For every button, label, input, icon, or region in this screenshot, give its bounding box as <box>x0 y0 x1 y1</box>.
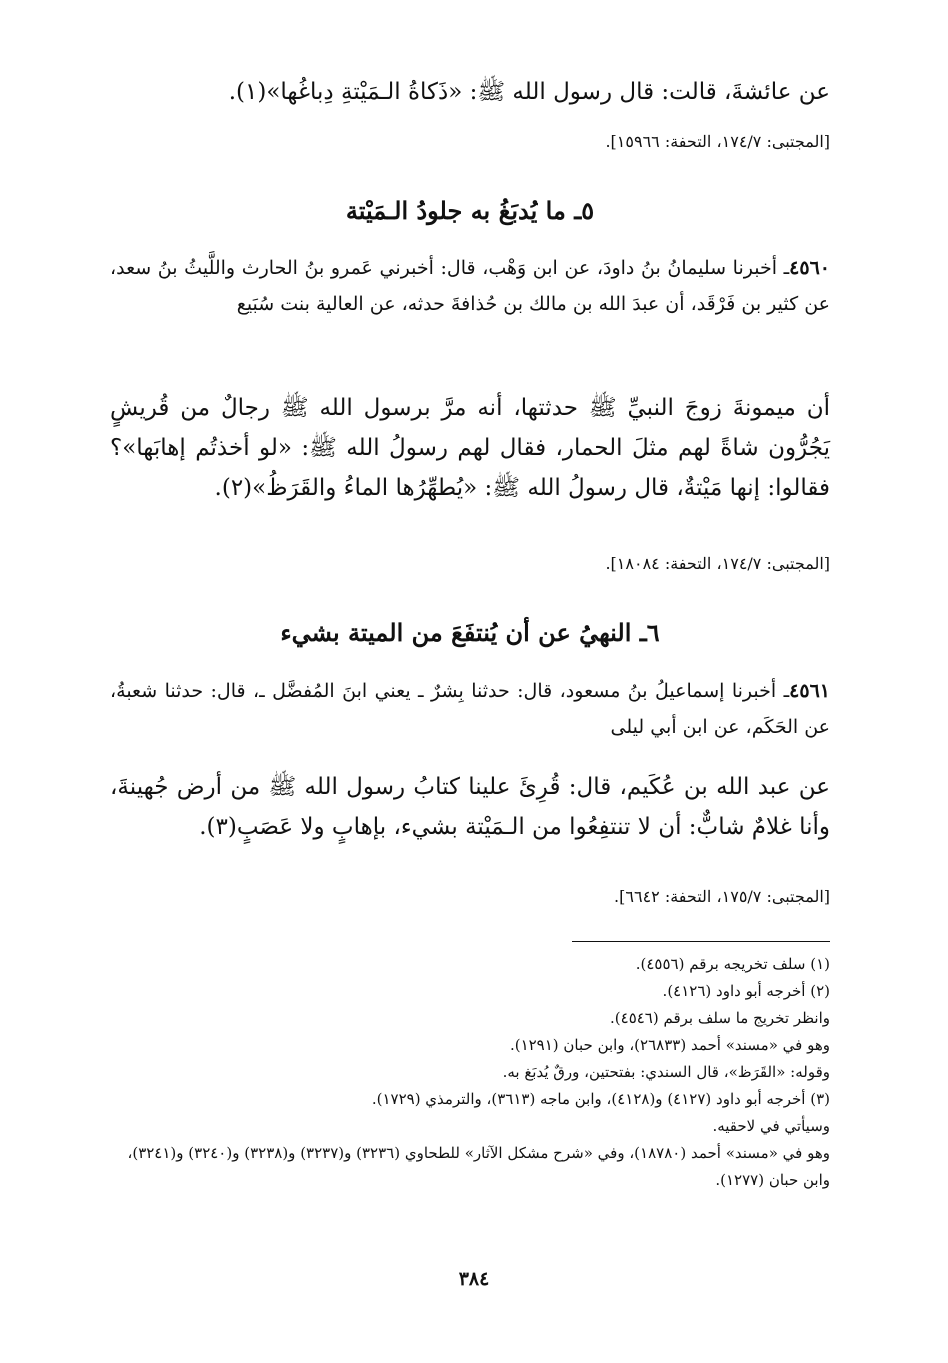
footnote-line: (٣) أخرجه أبو داود (٤١٢٧) و(٤١٢٨)، وابن ماجه (٣٦١٣)، والترمذي (١٧٢٩). <box>371 1090 830 1108</box>
section-5-heading: ٥ـ ما يُدبَغُ به جلودُ الـمَيْتة <box>345 196 595 225</box>
hadith-4561-matn: عن عبد الله بن عُكَيم، قال: قُرِئَ علينا كتابُ رسول الله ﷺ من أرض جُهينةَ، وأنا غلامٌ شابٌّ: أن لا تنتفِعُوا من الـمَيْتة بشيء، بإهابٍ ولا عَصَبٍ(٣). <box>110 774 830 840</box>
footnote-line: وانظر تخريج ما سلف برقم (٤٥٤٦). <box>610 1009 830 1027</box>
footnote-line: (٢) أخرجه أبو داود (٤١٢٦). <box>662 982 830 1000</box>
footnote-line: وسيأتي في لاحقيه. <box>712 1117 830 1135</box>
section-6-heading: ٦ـ النهيُ عن أن يُنتفَعَ من الميتة بشيء <box>280 618 660 647</box>
footnote-line: (١) سلف تخريجه برقم (٤٥٥٦). <box>635 955 830 973</box>
isnad-text: ـ أخبرنا سليمانُ بنُ داودَ، عن ابن وَهْب، قال: أخبرني عَمرو بنُ الحارث واللَّيثُ بنُ سعد، عن كثير بن فَرْقَد، أن عبدَ الله بن مالك بن حُذافةَ حدثه، عن العالية بنت سُبَيع <box>110 257 830 315</box>
reference-line-1: [المجتبى: ١٧٤/٧، التحفة: ١٥٩٦٦]. <box>605 132 830 151</box>
hadith-4561-isnad <box>110 673 830 745</box>
footnote-line: وهو في «مسند» أحمد (١٨٧٨٠)، وفي «شرح مشكل الآثار» للطحاوي (٣٢٣٦) و(٣٢٣٧) و(٣٢٣٨) و(٣٢٤٠) و(٣٢٤١)، وابن حبان (١٢٧٧). <box>127 1144 830 1189</box>
reference-line-2: [المجتبى: ١٧٤/٧، التحفة: ١٨٠٨٤]. <box>605 554 830 573</box>
hadith-4560-matn: أن ميمونةَ زوجَ النبيِّ ﷺ حدثتها، أنه مرَّ برسول الله ﷺ رجالٌ من قُريشٍ يَجُرُّون شاةً لهم مثلَ الحمار، فقال لهم رسولُ الله ﷺ: «لو أخذتُم إهابَها»؟ فقالوا: إنها مَيْتةٌ، قال رسولُ الله ﷺ: «يُطهِّرُها الماءُ والقَرَظُ»(٢). <box>110 395 830 501</box>
page-number: ٣٨٤ <box>458 1268 490 1290</box>
hadith-number: ٤٥٦٠ <box>789 257 830 279</box>
reference-line-3: [المجتبى: ١٧٥/٧، التحفة: ٦٦٤٢]. <box>614 887 830 906</box>
footnote-line: وقوله: «القَرَظ»، قال السندي: بفتحتين، ورقٌ يُدبَغ به. <box>502 1063 830 1081</box>
footnote-line: وهو في «مسند» أحمد (٢٦٨٣٣)، وابن حبان (١٢٩١). <box>509 1036 830 1054</box>
hadith-number: ٤٥٦١ <box>789 680 830 702</box>
hadith-4560-isnad <box>110 250 830 322</box>
isnad-text: ـ أخبرنا إسماعيلُ بنُ مسعود، قال: حدثنا بِشرٌ ـ يعني ابنَ المُفضَّل ـ، قال: حدثنا شعبةُ، عن الحَكَم، عن ابن أبي ليلى <box>110 680 830 738</box>
footnote-separator <box>572 941 830 942</box>
footnotes <box>110 951 830 1194</box>
intro-hadith-line: عن عائشةَ، قالت: قال رسول الله ﷺ: «ذَكاةُ الـمَيْتةِ دِباغُها»(١). <box>228 79 830 105</box>
